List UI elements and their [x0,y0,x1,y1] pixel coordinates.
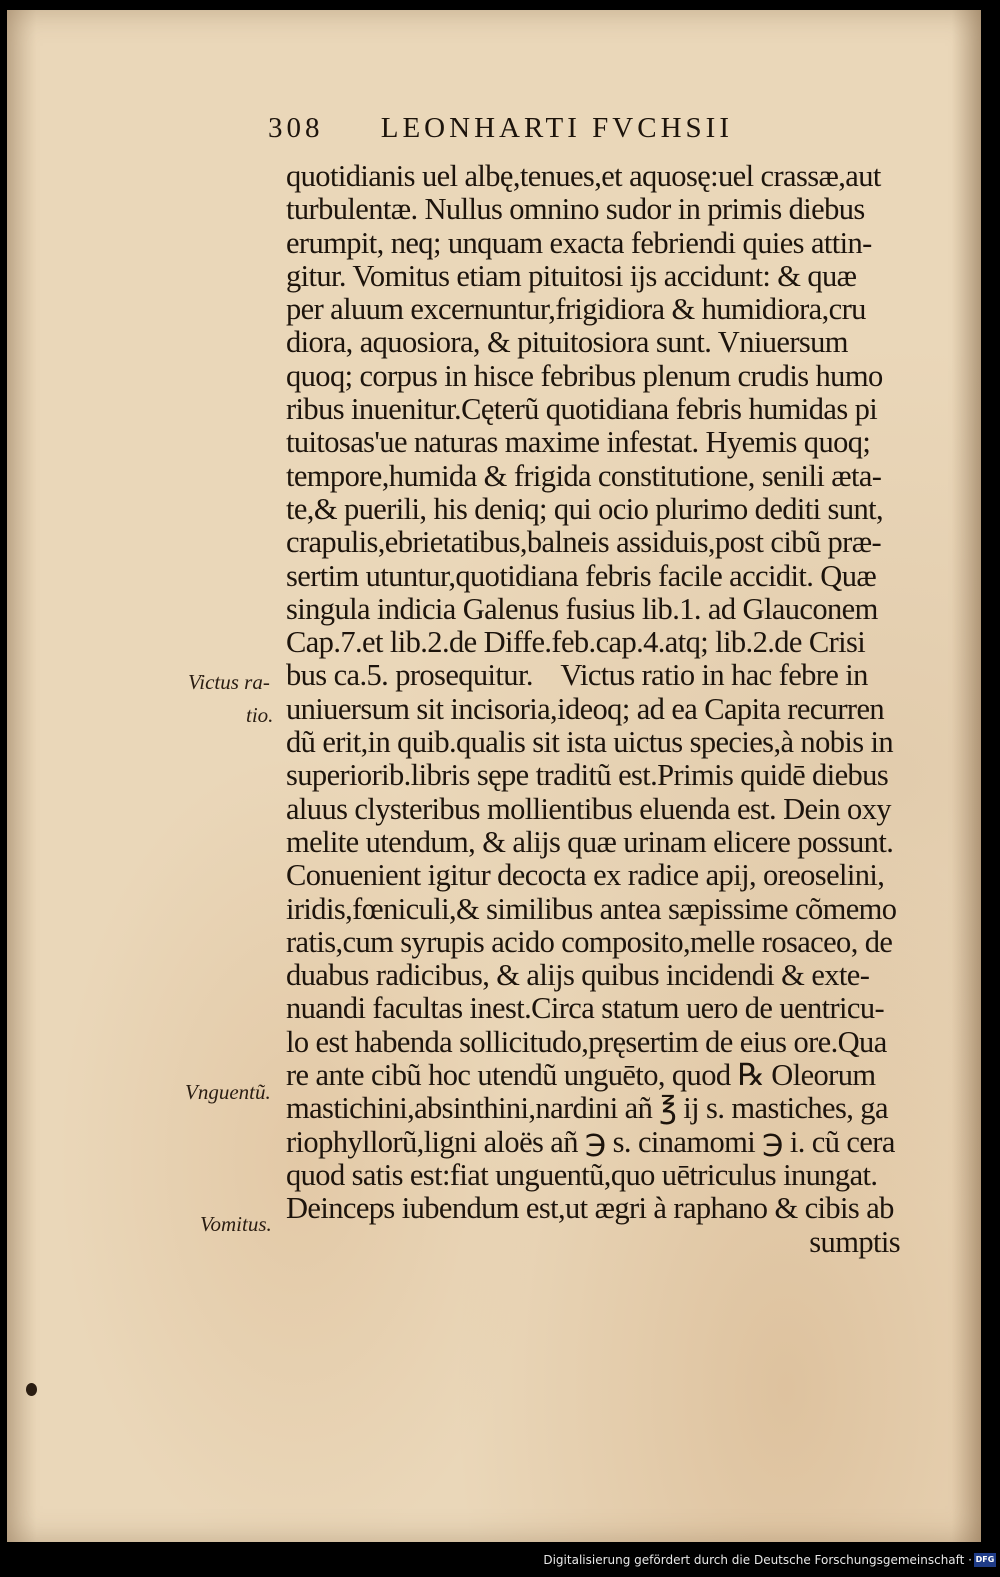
text-line: singula indicia Galenus fusius lib.1. ad Glauconem [286,591,878,626]
page-number: 308 [268,112,324,144]
text-line: duabus radicibus, & alijs quibus incidendi & exte- [286,958,870,993]
text-line: iridis,fœniculi,& similibus antea sæpissime cõmemo [286,891,897,926]
text-line: lo est habenda sollicitudo,pręsertim de eius ore.Qua [286,1024,887,1059]
text-line: nuandi facultas inest.Circa statum uero de uentricu- [286,991,885,1026]
text-line: quotidianis uel albę,tenues,et aquosę:uel crassæ,aut [286,159,881,193]
marginal-note-unguentum: Vnguentũ. [185,1080,271,1104]
ink-spot [26,1383,37,1396]
text-line: dũ erit,in quib.qualis sit ista uictus species,à nobis in [286,725,894,760]
text-line: sertim utuntur,quotidiana febris facile accidit. Quæ [286,558,877,593]
text-line: crapulis,ebrietatibus,balneis assiduis,post cibũ præ- [286,525,882,560]
marginal-note-victus-ratio-continued: tio. [246,703,274,727]
text-line: bus ca.5. prosequitur. Victus ratio in hac febre in [286,658,868,693]
marginal-note-vomitus: Vomitus. [200,1212,272,1236]
text-line: mastichini,absinthini,nardini añ ℥ ij s. mastiches, ga [286,1091,888,1126]
page-header [268,112,868,145]
text-line: Deinceps iubendum est,ut ægri à raphano & cibis ab [286,1191,894,1226]
marginal-note-victus-ratio: Victus ra- [188,670,270,694]
text-line: per aluum excernuntur,frigidiora & humidiora,cru [286,292,866,327]
funding-credit: Digitalisierung gefördert durch die Deutsche Forschungsgemeinschaft · [543,1553,972,1567]
text-line: tempore,humida & frigida constitutione, senili æta- [286,458,882,493]
text-line: diora, aquosiora, & pituitosiora sunt. Vniuersum [286,325,848,360]
text-line: melite utendum, & alijs quæ urinam elicere possunt. [286,824,894,859]
catchword: sumptis [809,1224,900,1259]
running-title: LEONHARTI FVCHSII [380,112,733,144]
text-line: riophyllorũ,ligni aloës añ ℈ s. cinamomi ℈ i. cũ cera [286,1124,895,1159]
text-line: re ante cibũ hoc utendũ unguēto, quod ℞ Oleorum [286,1058,876,1093]
main-text-block [286,160,916,1259]
text-line: te,& puerili, his deniq; qui ocio plurimo dediti sunt, [286,491,884,526]
text-line: quod satis est:fiat unguentũ,quo uētriculus inungat. [286,1157,878,1192]
text-line: gitur. Vomitus etiam pituitosi ijs accidunt: & quæ [286,258,857,293]
text-line: turbulentæ. Nullus omnino sudor in primis diebus [286,192,865,227]
text-line: Cap.7.et lib.2.de Diffe.feb.cap.4.atq; lib.2.de Crisi [286,625,866,660]
text-line: superiorib.libris sępe traditũ est.Primis quidē diebus [286,758,889,793]
text-line: ribus inuenitur.Cęterũ quotidiana febris humidas pi [286,392,878,427]
text-line: Conuenient igitur decocta ex radice apij, oreoselini, [286,858,885,893]
text-line: quoq; corpus in hisce febribus plenum crudis humo [286,358,883,393]
text-line: tuitosas'ue naturas maxime infestat. Hyemis quoq; [286,425,871,460]
text-line: uniuersum sit incisoria,ideoq; ad ea Capita recurren [286,691,885,726]
text-line: aluus clysteribus mollientibus eluenda est. Dein oxy [286,791,891,826]
text-line: ratis,cum syrupis acido composito,melle rosaceo, de [286,924,893,959]
text-line: erumpit, neq; unquam exacta febriendi quies attin- [286,225,872,260]
dfg-logo: DFG [974,1553,996,1567]
